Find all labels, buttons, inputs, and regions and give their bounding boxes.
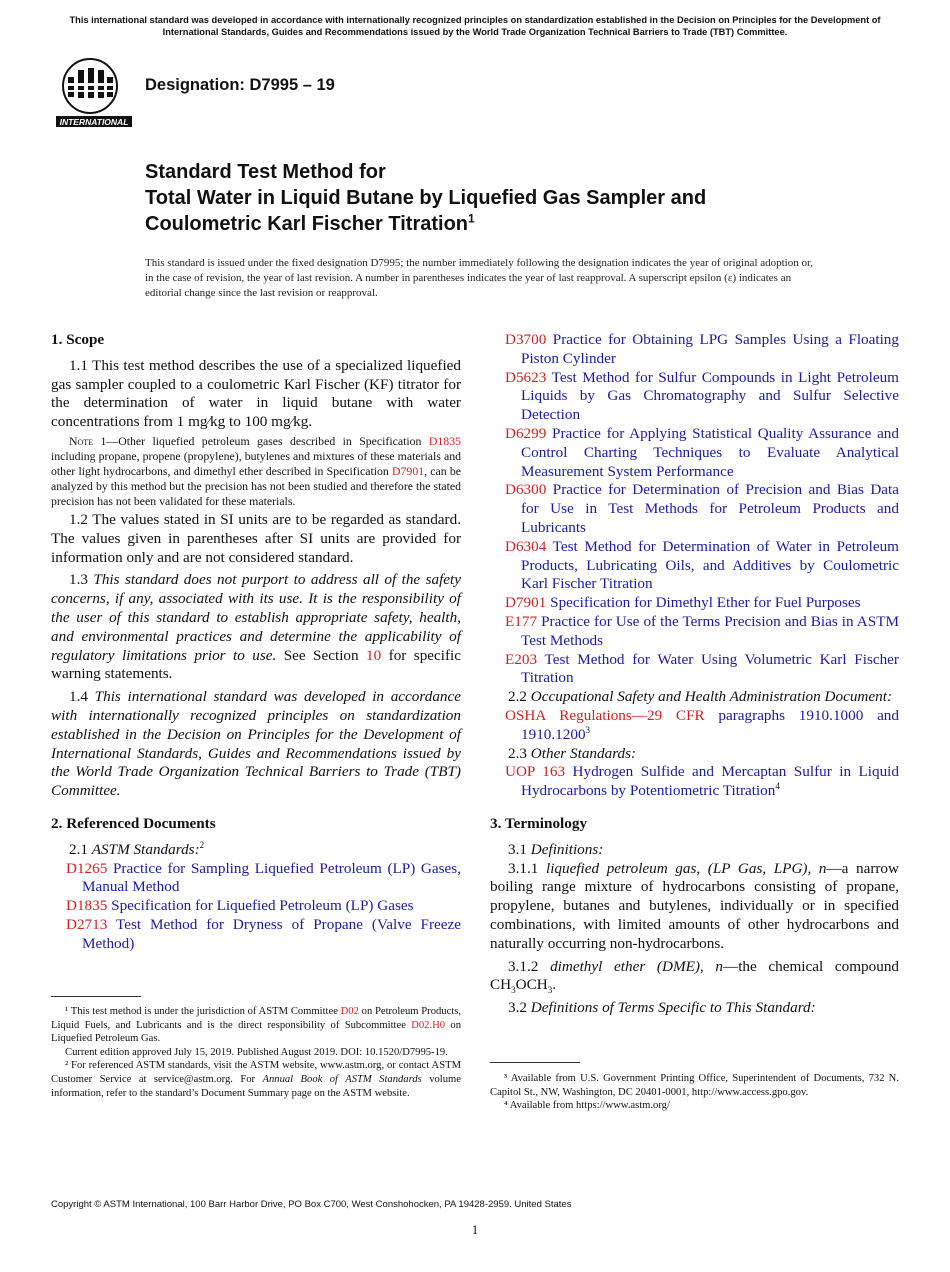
ref-d6300[interactable]: D6300 Practice for Determination of Precision and Bias Data for Use in Test Methods for Petroleum Products and Lubricants bbox=[505, 481, 899, 536]
right-footnotes bbox=[490, 1062, 899, 1113]
link-d7901-note[interactable]: D7901 bbox=[392, 463, 425, 478]
logo-sub-text: INTERNATIONAL bbox=[59, 117, 129, 127]
para-3-1-1: 3.1.1 liquefied petroleum gas, (LP Gas, LPG), n—a narrow boiling range mixture of hydrocarbons consisting of propane, propylene, butanes and butylenes, individually or in specified combinations, with limited amounts of other hydrocarbons and naturally occurring non-hydrocarbons. bbox=[490, 859, 899, 952]
title-line-3: Coulometric Karl Fischer Titration$^1$ bbox=[145, 211, 475, 235]
astm-logo bbox=[54, 56, 134, 134]
ref-e203[interactable]: E203 Test Method for Water Using Volumetric Karl Fischer Titration bbox=[505, 650, 899, 687]
title-line-1: Standard Test Method for bbox=[145, 161, 386, 183]
footnote-3: ³ Available from U.S. Government Printing Office, Superintendent of Documents, 732 N. Capitol St., NW, Washington, DC 20401-0001, http://www.access.gpo.gov. bbox=[490, 1073, 899, 1098]
ref-d1835[interactable]: D1835 Specification for Liquefied Petroleum (LP) Gases bbox=[66, 897, 414, 915]
section-3-heading: 3. Terminology bbox=[490, 814, 588, 832]
link-section-10[interactable]: 10 bbox=[366, 646, 382, 664]
issuance-statement: This standard is issued under the fixed designation D7995; the number immediately following the designation indicates the year of original adoption or, in the case of revision, the year of last revision. A number in parentheses indicates the year of last reapproval. A superscript epsilon (ε) indicates an editorial change since the last revision or reapproval. bbox=[145, 257, 813, 299]
title-footnote-marker[interactable]: 1 bbox=[468, 211, 475, 226]
para-2-3: 2.3 Other Standards: bbox=[508, 744, 637, 762]
footnote-1: ¹ This test method is under the jurisdiction of ASTM Committee D02 on Petroleum Products, Liquid Fuels, and Lubricants and is the direct responsibility of Subcommittee D02.H0 on Liquefied Petroleum Gas. bbox=[51, 1006, 462, 1045]
para-1-1: 1.1 This test method describes the use of a specialized liquefied gas sampler coupled to a coulometric Karl Fischer (KF) titrator for the determination of water in liquid butane with water concentrations from 1 mg⁄kg to 100 mg⁄kg. bbox=[51, 356, 461, 431]
section-1-heading: 1. Scope bbox=[51, 331, 105, 348]
ref-d6299[interactable]: D6299 Practice for Applying Statistical Quality Assurance and Control Charting Techniques to Evaluate Analytical Measurement System Performance bbox=[505, 424, 899, 480]
footnote-4: ⁴ Available from https://www.astm.org/ bbox=[504, 1100, 670, 1112]
page-number: 1 bbox=[471, 1222, 479, 1237]
para-2-1: 2.1 ASTM Standards:$^2$ bbox=[69, 839, 205, 858]
para-3-1-2: 3.1.2 dimethyl ether (DME), n—the chemical compound $CH_3OCH_3$. bbox=[490, 957, 900, 996]
link-d02[interactable]: D02 bbox=[340, 1006, 359, 1017]
right-column bbox=[490, 331, 899, 1018]
footnote-1-edition: Current edition approved July 15, 2019. Published August 2019. DOI: 10.1520/D7995-19. bbox=[65, 1046, 448, 1058]
ref-e177[interactable]: E177 Practice for Use of the Terms Precision and Bias in ASTM Test Methods bbox=[505, 612, 899, 649]
ref-d7901[interactable]: D7901 Specification for Dimethyl Ether for Fuel Purposes bbox=[505, 594, 861, 612]
copyright-line: Copyright © ASTM International, 100 Barr Harbor Drive, PO Box C700, West Conshohocken, PA 19428-2959. United States bbox=[51, 1199, 572, 1210]
para-1-2: 1.2 The values stated in SI units are to be regarded as standard. The values given in parentheses after SI units are provided for information only and are not considered standard. bbox=[51, 510, 461, 566]
tbt-notice: This international standard was developed in accordance with internationally recognized principles on standardization established in the Decision on Principles for the Development of International Standards, Guides and Recommendations issued by the World Trade Organization Technical Barriers to Trade (TBT) Committee. bbox=[69, 15, 881, 37]
ref-d3700[interactable]: D3700 Practice for Obtaining LPG Samples Using a Floating Piston Cylinder bbox=[505, 331, 899, 367]
ref-d5623[interactable]: D5623 Test Method for Sulfur Compounds in Light Petroleum Liquids by Gas Chromatography and Sulfur Selective Detection bbox=[505, 368, 899, 424]
ref-d6304[interactable]: D6304 Test Method for Determination of Water in Petroleum Products, Lubricating Oils, and Additives by Coulometric Karl Fischer Titration bbox=[505, 537, 899, 593]
left-column bbox=[51, 331, 461, 954]
link-d02-h0[interactable]: D02.H0 bbox=[411, 1019, 446, 1031]
ref-d1265[interactable]: D1265 Practice for Sampling Liquefied Petroleum (LP) Gases, Manual Method bbox=[66, 859, 461, 896]
para-1-3: 1.3 This standard does not purport to address all of the safety concerns, if any, associated with its use. It is the responsibility of the user of this standard to establish appropriate safety, health, and environmental practices and determine the applicability of regulatory limitations prior to use. See Section 10 for specific warning statements. bbox=[51, 571, 462, 683]
document-title bbox=[145, 159, 865, 237]
left-footnotes bbox=[51, 996, 461, 1100]
link-d1835-note[interactable]: D1835 bbox=[428, 433, 461, 448]
para-3-2: 3.2 Definitions of Terms Specific to This Standard: bbox=[508, 999, 816, 1017]
designation: Designation: D7995 – 19 bbox=[145, 76, 335, 94]
ref-uop163[interactable]: UOP 163 Hydrogen Sulfide and Mercaptan Sulfur in Liquid Hydrocarbons by Potentiometric Titration$^4$ bbox=[505, 763, 899, 800]
para-1-4: 1.4 This international standard was developed in accordance with internationally recognized principles on standardization established in the Decision on Principles for the Development of International Standards, Guides and Recommendations issued by the World Trade Organization Technical Barriers to Trade (TBT) Committee. bbox=[51, 688, 461, 800]
title-line-2: Total Water in Liquid Butane by Liquefied Gas Sampler and bbox=[145, 187, 707, 209]
section-2-heading: 2. Referenced Documents bbox=[51, 814, 216, 832]
para-3-1: 3.1 Definitions: bbox=[508, 840, 604, 858]
note-1: Note 1—Other liquefied petroleum gases described in Specification D1835 including propane, propene (propylene), butylenes and mixtures of these materials and other light hydrocarbons, and dimethyl ether described in Specification D7901, can be analyzed by this method but the precision has not been studied and therefore the stated precision has not been validated for these materials. bbox=[51, 433, 461, 508]
ref-osha[interactable]: OSHA Regulations—29 CFR paragraphs 1910.1000 and 1910.1200$^3$ bbox=[505, 706, 899, 743]
ref-d2713[interactable]: D2713 Test Method for Dryness of Propane (Valve Freeze Method) bbox=[66, 915, 461, 952]
footnote-2: ² For referenced ASTM standards, visit the ASTM website, www.astm.org, or contact ASTM Customer Service at service@astm.org. For Annual Book of ASTM Standards volume information, refer to the standard’s Document Summary page on the ASTM website. bbox=[51, 1060, 461, 1099]
para-2-2: 2.2 Occupational Safety and Health Administration Document: bbox=[508, 688, 892, 706]
